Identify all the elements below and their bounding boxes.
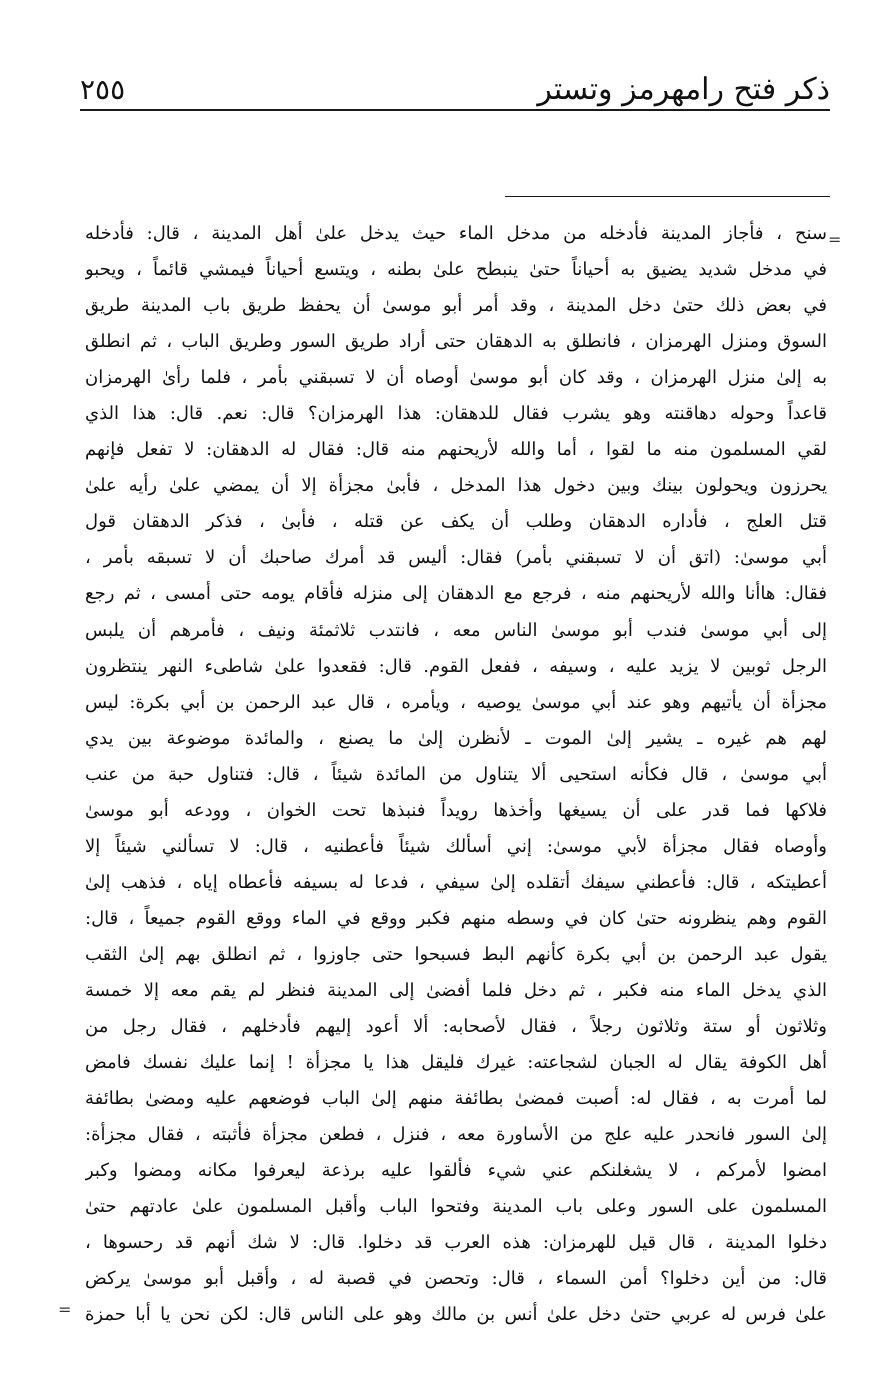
text-line: قاعداً وحوله دهاقنته وهو يشرب فقال للدهقان: هذا الهرمزان؟ قال: نعم. قال: هذا الذي — [85, 403, 827, 425]
text-line: وثلاثون أو ستة وثلاثون رجلاً ، فقال لأصحابه: ألا أعود إليهم فأدخلهم ، فقال رجل من — [85, 1016, 827, 1038]
text-line: فلاكها فما قدر على أن يسيغها وأخذها رويداً فنبذها تحت الخوان ، وودعه أبو موسىٰ — [85, 799, 827, 821]
running-title: ذكر فتح رامهرمز وتستر — [537, 72, 830, 107]
text-line: لقي المسلمون منه ما لقوا ، أما والله لأريحنهم منه قال: فقال له الدهقان: لا تفعل فإنهم — [85, 439, 827, 461]
separator-rule — [505, 196, 830, 197]
text-line: قال: من أين دخلوا؟ أمن السماء ، قال: وتحصن في قصبة له ، وأقبل أبو موسىٰ يركض — [85, 1268, 827, 1290]
text-line: أهل الكوفة يقال له الجبان لشجاعته: غيرك فليقل هذا يا مجزأة ! إنما عليك نفسك فامض — [85, 1052, 827, 1074]
continuation-marker-bottom: = — [58, 1300, 72, 1319]
text-line: وأوصاه فقال مجزأة لأبي موسىٰ: إني أسألك شيئاً فأعطنيه ، قال: لا تسألني شيئاً إلا — [85, 835, 827, 857]
text-line: القوم وهم ينظرونه حتىٰ كان في وسطه منهم فكبر ووقع في الماء ووقع القوم جميعاً ، قال: — [85, 907, 827, 929]
text-line: لما أمرت به ، فقال له: أصبت فمضىٰ بطائفة منهم إلىٰ الباب فوضعهم عليه ومضىٰ بطائفة — [85, 1088, 827, 1110]
text-line: أبي موسىٰ: (اتق أن لا تسبقني بأمر) فقال: أليس قد أمرك صاحبك أن لا تسبقه بأمر ، — [85, 547, 827, 569]
text-line: الذي يدخل الماء منه فكبر ، ثم دخل فلما أفضىٰ إلى المدينة فنظر لم يقم معه إلا خمسة — [85, 979, 827, 1001]
text-line: يحرزون ويحولون بينك وبين دخول هذا المدخل ، فأبىٰ مجزأة إلا أن يمضي علىٰ رأيه علىٰ — [85, 475, 827, 497]
text-line: علىٰ فرس له عربي حتىٰ دخل علىٰ أنس بن مالك وهو على الناس قال: لكن نحن يا أبا حمزة — [85, 1304, 827, 1326]
text-line: فقال: هاأنا والله لأريحنهم منه ، فرجع مع الدهقان إلى منزله فأقام يومه حتى أمسى ، ثم رجع — [85, 583, 827, 605]
page-header — [80, 68, 830, 112]
text-line: المسلمون على السور وعلى باب المدينة وفتحوا الباب وأقبل المسلمون علىٰ عادتهم حتىٰ — [85, 1196, 827, 1218]
text-line: أبي موسىٰ ، قال فكأنه استحيى ألا يتناول من المائدة شيئاً ، قال: فتناول حبة من عنب — [85, 763, 827, 785]
text-line: في مدخل شديد يضيق به أحياناً حتىٰ ينبطح علىٰ بطنه ، ويتسع أحياناً فيمشي قائماً ، ويحبو — [85, 259, 827, 281]
body-text — [85, 216, 827, 1333]
text-line: به إلىٰ منزل الهرمزان ، وقد كان أبو موسىٰ أوصاه أن لا تسبقني بأمر ، فلما رأىٰ الهرمزان — [85, 367, 827, 389]
text-line: أعطيتكه ، قال: فأعطني سيفك أتقلده إلىٰ سيفي ، فدعا له بسيفه فأعطاه إياه ، فذهب إلىٰ — [85, 871, 827, 893]
text-line: يقول عبد الرحمن بن أبي بكرة كأنهم البط فسبحوا حتى جاوزوا ، ثم انطلق بهم إلىٰ الثقب — [85, 943, 827, 965]
text-line: قتل العلج ، فأداره الدهقان وطلب أن يكف عن قتله ، فأبىٰ ، فذكر الدهقان قول — [85, 511, 827, 533]
text-line: الرجل ثوبين لا يزيد عليه ، وسيفه ، ففعل القوم. قال: فقعدوا علىٰ شاطىء النهر ينتظرون — [85, 655, 827, 677]
text-line: لهم هم غيره ـ يشير إلىٰ الموت ـ لأنظرن إلىٰ ما يصنع ، والمائدة موضوعة بين يدي — [85, 727, 827, 749]
text-line: مجزأة أن يأتيهم وهو عند أبي موسىٰ يوصيه ، ويأمره ، قال عبد الرحمن بن أبي بكرة: ليس — [85, 691, 827, 713]
page-number: ٢٥٥ — [80, 73, 126, 106]
text-line: إلىٰ السور فانحدر عليه علج من الأساورة معه ، فنزل ، فطعن مجزأة فأثبته ، فقال مجزأة: — [85, 1124, 827, 1146]
text-line: سنح ، فأجاز المدينة فأدخله من مدخل الماء حيث يدخل علىٰ أهل المدينة ، قال: فأدخله — [85, 223, 827, 244]
header-rule — [80, 109, 830, 111]
continuation-marker-top: = — [828, 230, 842, 249]
text-line: امضوا لأمركم ، لا يشغلنكم عني شيء فألقوا عليه برذعة ليعرفوا مكانه ومضوا وكبر — [85, 1160, 827, 1182]
text-line: السوق ومنزل الهرمزان ، فانطلق به الدهقان حتى أراد طريق السور وطريق الباب ، ثم انطلق — [85, 331, 827, 353]
text-line: إلى أبي موسىٰ فندب أبو موسىٰ الناس معه ، فانتدب ثلاثمئة ونيف ، فأمرهم أن يلبس — [85, 619, 827, 641]
text-line: في بعض ذلك حتىٰ دخل المدينة ، وقد أمر أبو موسىٰ أن يحفظ طريق باب المدينة طريق — [85, 295, 827, 317]
text-line: دخلوا المدينة ، قال قيل للهرمزان: هذه العرب قد دخلوا. قال: لا شك أنهم قد رحسوها ، — [85, 1232, 827, 1254]
